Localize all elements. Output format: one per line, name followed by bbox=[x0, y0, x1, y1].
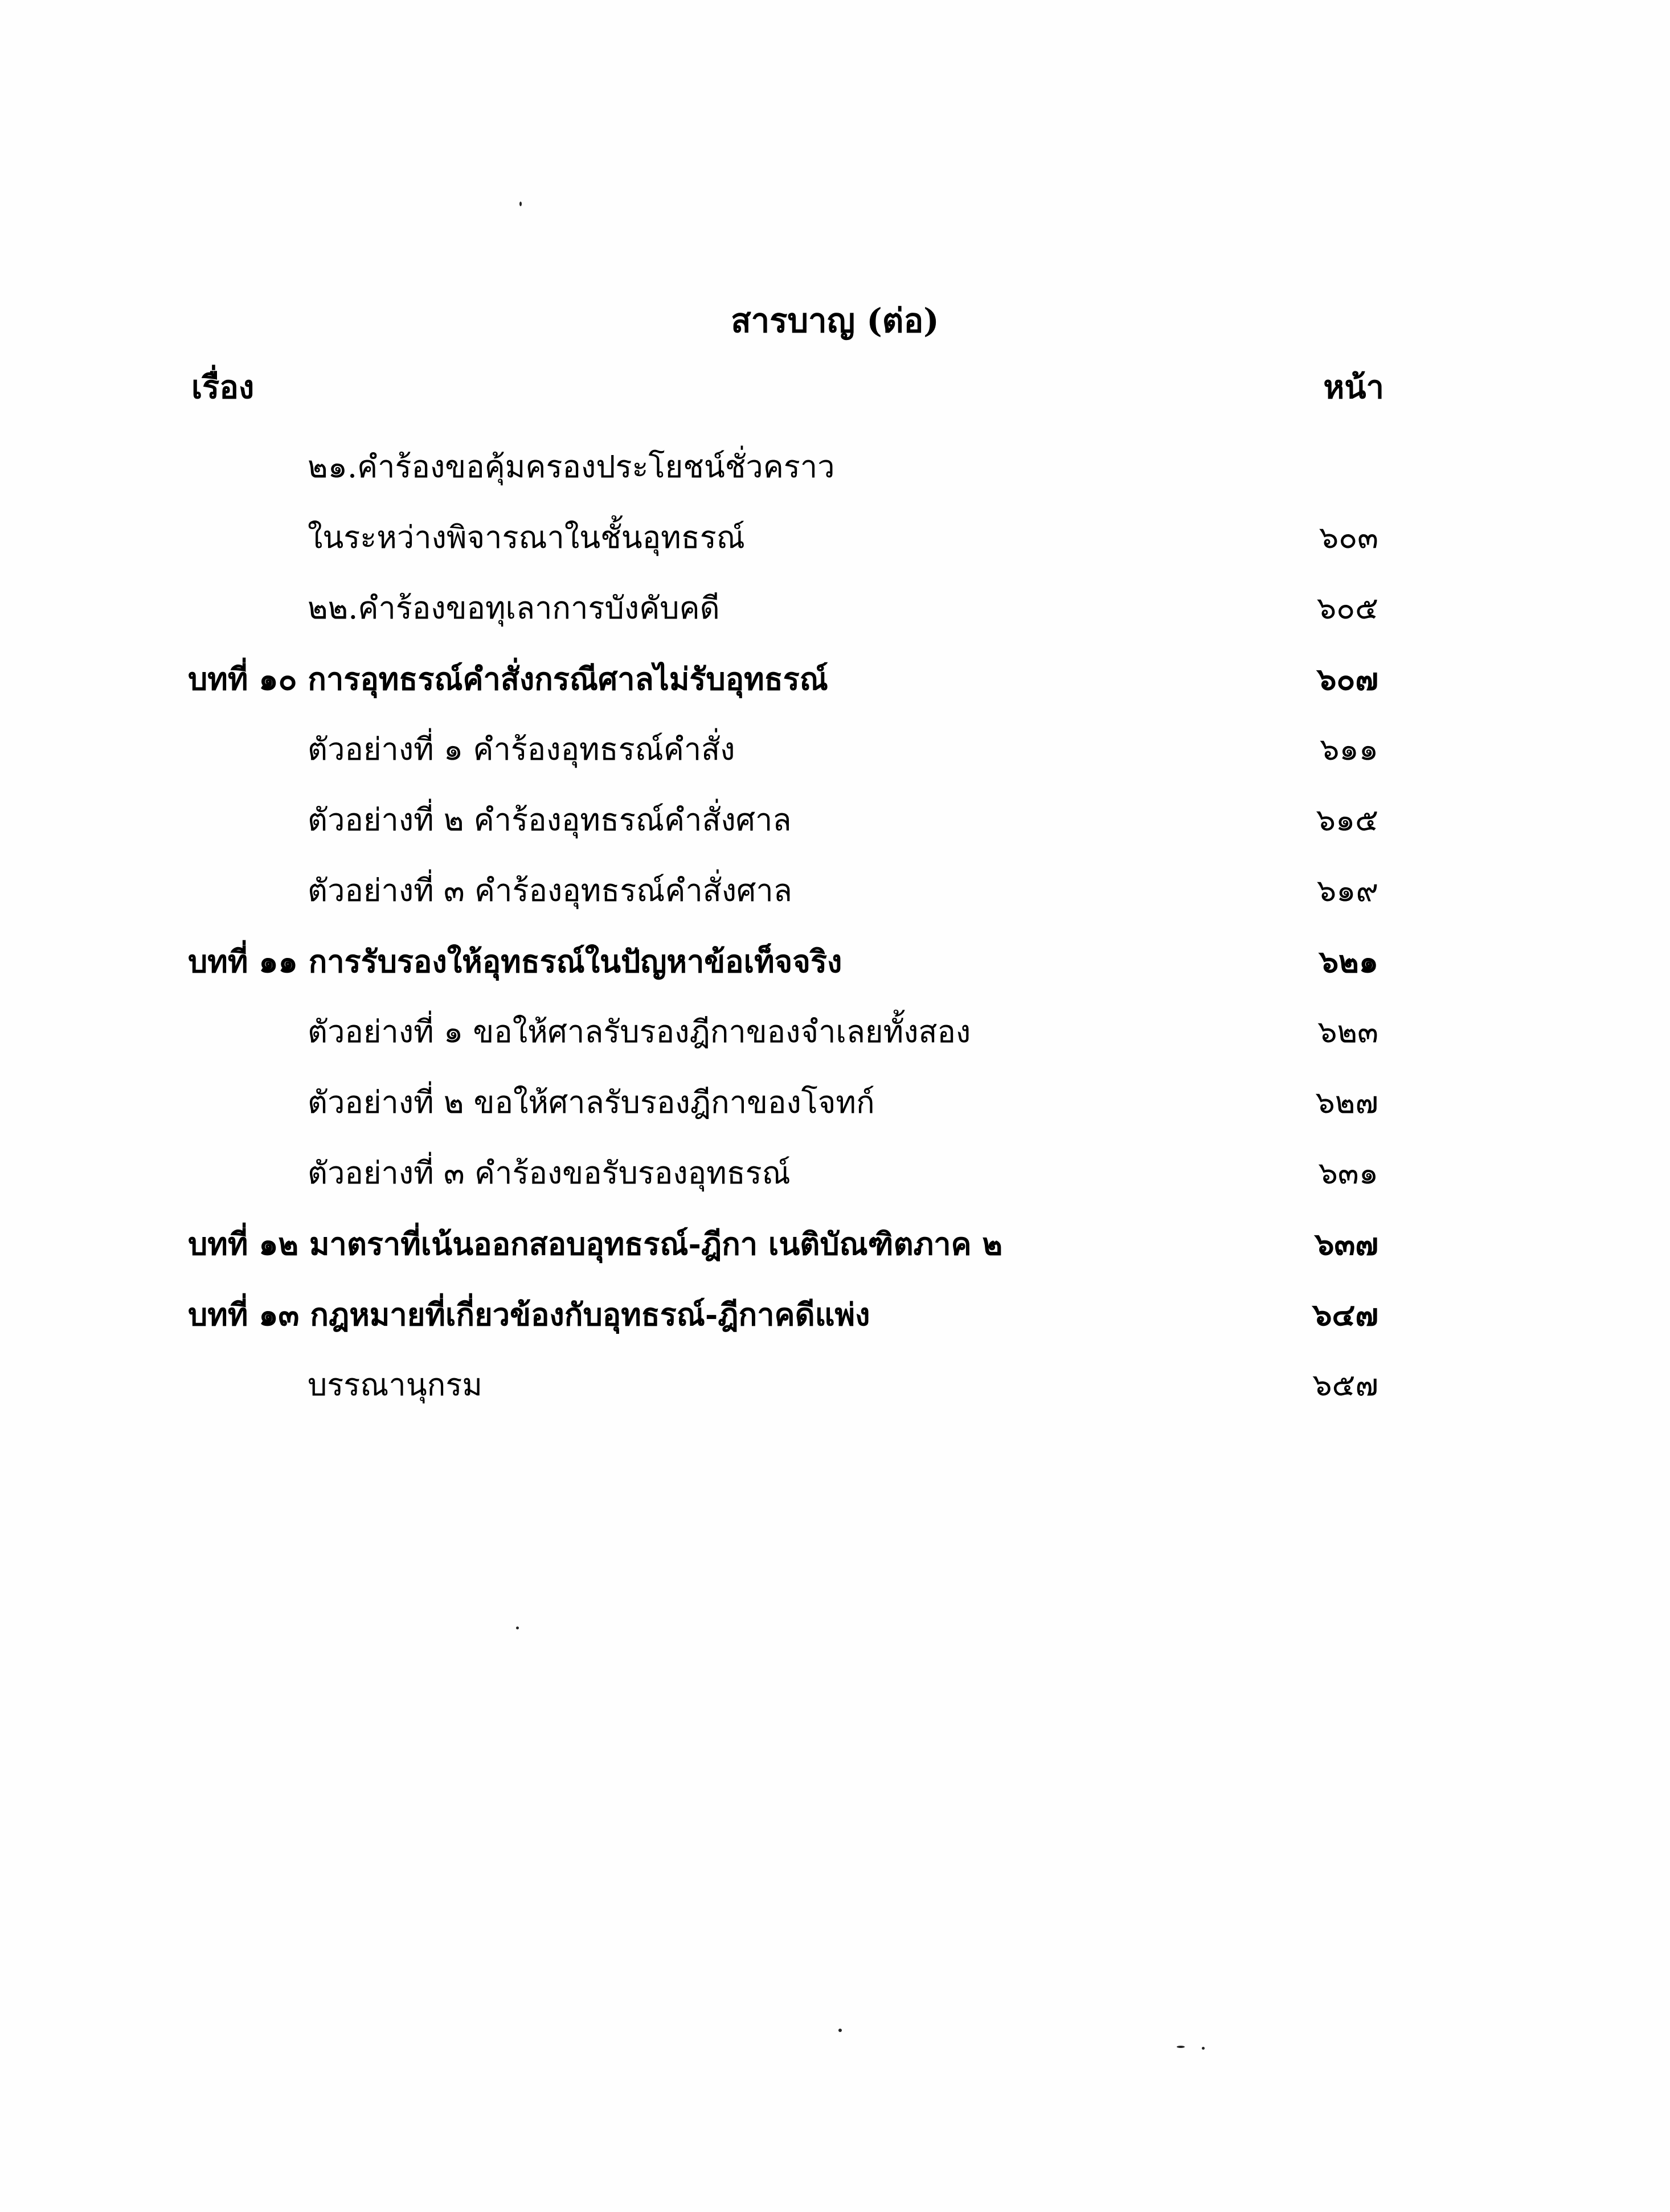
toc-entry-page: ๖๒๗ bbox=[1315, 1084, 1378, 1120]
toc-chapter-label: บทที่ ๑๐ การอุทธรณ์คำสั่งกรณีศาลไม่รับอุทธรณ์ bbox=[188, 661, 828, 697]
scan-speck bbox=[1202, 2047, 1205, 2050]
toc-chapter-label: บทที่ ๑๓ กฎหมายที่เกี่ยวข้องกับอุทธรณ์-ฎีกาคดีแพ่ง bbox=[188, 1296, 870, 1333]
toc-entry-page: ๖๐๕ bbox=[1316, 590, 1378, 626]
toc-entry bbox=[0, 721, 1670, 792]
scan-speck bbox=[516, 1627, 519, 1629]
toc-entry-label: ๒๒.คำร้องขอทุเลาการบังคับคดี bbox=[308, 590, 720, 626]
toc-entry-page: ๖๓๑ bbox=[1318, 1155, 1378, 1191]
toc-entry-page: ๖๑๑ bbox=[1320, 731, 1378, 767]
toc-chapter-page: ๖๐๗ bbox=[1317, 661, 1378, 697]
toc-chapter bbox=[0, 933, 1670, 1003]
toc-entry bbox=[0, 1145, 1670, 1215]
toc-entry-page: ๖๒๓ bbox=[1317, 1014, 1378, 1050]
toc-entry-page: ๖๑๙ bbox=[1316, 872, 1378, 908]
toc-chapter-page: ๖๓๗ bbox=[1315, 1226, 1378, 1262]
toc-entry-label: ตัวอย่างที่ ๓ คำร้องขอรับรองอุทธรณ์ bbox=[308, 1155, 791, 1191]
toc-entry-label: ๒๑.คำร้องขอคุ้มครองประโยชน์ชั่วคราว bbox=[308, 449, 835, 485]
toc-entry-label: บรรณานุกรม bbox=[308, 1367, 482, 1403]
toc-entry-page: ๖๑๕ bbox=[1316, 802, 1378, 838]
scan-speck bbox=[1177, 2046, 1185, 2048]
column-header-page: หน้า bbox=[1323, 368, 1384, 406]
toc-entry bbox=[0, 580, 1670, 650]
toc-entry-label: ตัวอย่างที่ ๒ ขอให้ศาลรับรองฎีกาของโจทก์ bbox=[308, 1084, 875, 1120]
toc-entry-label: ตัวอย่างที่ ๓ คำร้องอุทธรณ์คำสั่งศาล bbox=[308, 872, 792, 908]
toc-entry-label: ตัวอย่างที่ ๑ ขอให้ศาลรับรองฎีกาของจำเลยทั้งสอง bbox=[308, 1014, 971, 1050]
toc-entry-label: ตัวอย่างที่ ๑ คำร้องอุทธรณ์คำสั่ง bbox=[308, 731, 735, 767]
toc-entry bbox=[0, 792, 1670, 862]
scan-speck bbox=[519, 202, 522, 206]
toc-chapter bbox=[0, 650, 1670, 721]
toc-entry-page: ๖๐๓ bbox=[1319, 519, 1378, 555]
toc-chapter bbox=[0, 1215, 1670, 1286]
toc-entry bbox=[0, 862, 1670, 933]
toc-entry bbox=[0, 1003, 1670, 1074]
toc-entry-label: ตัวอย่างที่ ๒ คำร้องอุทธรณ์คำสั่งศาล bbox=[308, 802, 792, 838]
toc-chapter-label: บทที่ ๑๑ การรับรองให้อุทธรณ์ในปัญหาข้อเท็จจริง bbox=[188, 943, 842, 980]
toc-entry bbox=[0, 509, 1670, 580]
page-title: สารบาญ (ต่อ) bbox=[731, 301, 939, 340]
toc-chapter-label: บทที่ ๑๒ มาตราที่เน้นออกสอบอุทธรณ์-ฎีกา เนติบัณฑิตภาค ๒ bbox=[188, 1226, 1003, 1262]
scan-speck bbox=[838, 2029, 842, 2032]
toc-chapter-page: ๖๒๑ bbox=[1319, 943, 1378, 980]
toc-chapter-page: ๖๔๗ bbox=[1312, 1296, 1378, 1333]
toc-entry bbox=[0, 1074, 1670, 1145]
toc-entry-page: ๖๕๗ bbox=[1312, 1367, 1378, 1403]
toc-chapter bbox=[0, 1286, 1670, 1357]
toc-entry bbox=[0, 1357, 1670, 1427]
toc-entry-label: ในระหว่างพิจารณาในชั้นอุทธรณ์ bbox=[308, 519, 745, 555]
toc-entry bbox=[0, 439, 1670, 509]
column-header-topic: เรื่อง bbox=[191, 368, 255, 406]
